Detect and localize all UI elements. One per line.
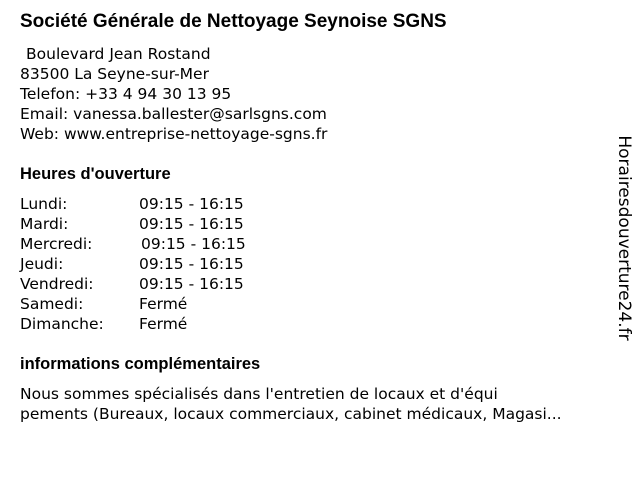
day-label: Mercredi:	[20, 235, 93, 253]
web-line: Web: www.entreprise-nettoyage-sgns.fr	[20, 125, 328, 143]
day-hours: 09:15 - 16:15	[139, 195, 244, 213]
address-block	[20, 44, 327, 144]
day-hours: 09:15 - 16:15	[139, 215, 244, 233]
day-hours: Fermé	[139, 295, 188, 313]
day-hours: 09:15 - 16:15	[139, 255, 244, 273]
street-address: Boulevard Jean Rostand	[26, 45, 211, 63]
day-label: Mardi:	[20, 215, 69, 233]
city-line: 83500 La Seyne-sur-Mer	[20, 65, 209, 83]
info-text-line: Nous sommes spécialisés dans l'entretien de locaux et d'équi	[20, 385, 498, 403]
additional-info-heading: informations complémentaires	[20, 355, 261, 373]
day-hours: 09:15 - 16:15	[139, 275, 244, 293]
email-line: Email: vanessa.ballester@sarlsgns.com	[20, 105, 327, 123]
site-watermark: Horairesdouverture24.fr	[614, 135, 634, 341]
phone-line: Telefon: +33 4 94 30 13 95	[20, 85, 232, 103]
info-text-line: pements (Bureaux, locaux commerciaux, cabinet médicaux, Magasi...	[20, 405, 562, 423]
company-name: Société Générale de Nettoyage Seynoise SGNS	[20, 11, 447, 32]
day-label: Lundi:	[20, 195, 68, 213]
opening-hours-heading: Heures d'ouverture	[20, 165, 171, 183]
day-hours: Fermé	[139, 315, 188, 333]
day-label: Jeudi:	[20, 255, 64, 273]
day-label: Samedi:	[20, 295, 84, 313]
day-label: Dimanche:	[20, 315, 104, 333]
day-label: Vendredi:	[20, 275, 94, 293]
day-hours: 09:15 - 16:15	[141, 235, 246, 253]
additional-info-text	[20, 384, 630, 424]
